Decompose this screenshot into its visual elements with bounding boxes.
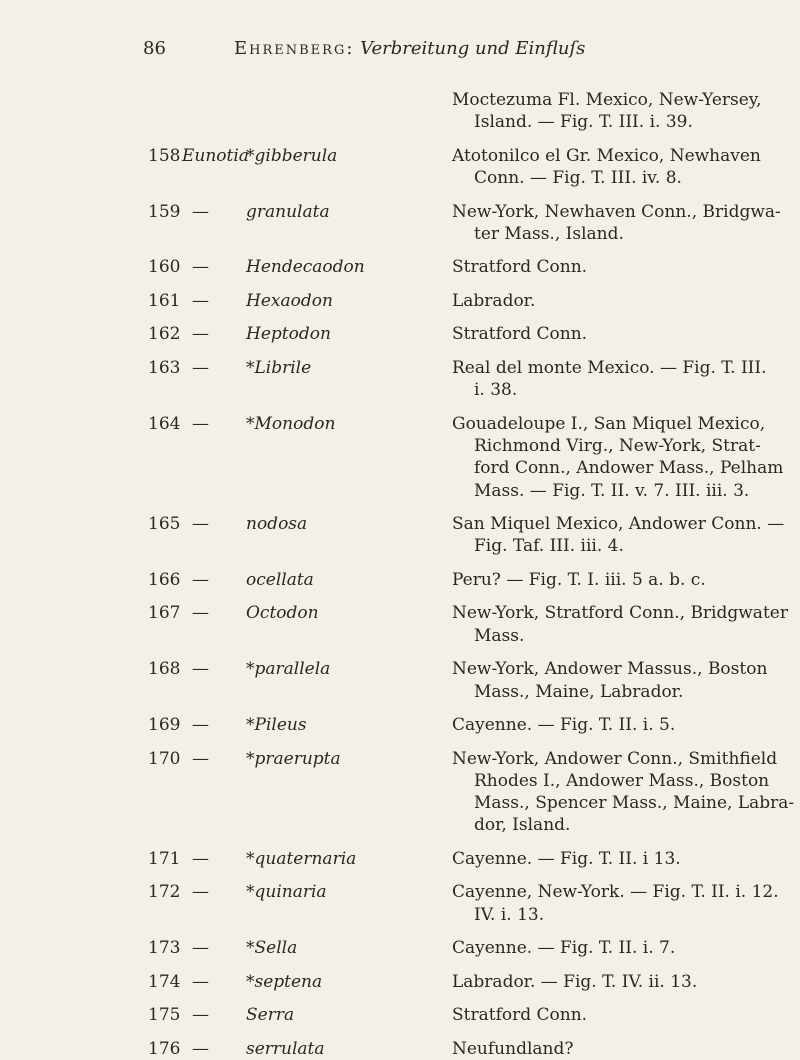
locality-line: Cayenne. — Fig. T. II. i. 5. [452,715,676,735]
species-name: *praerupta [246,748,341,769]
entry-number: 175 [148,1005,181,1026]
entry-number: 166 [148,569,181,590]
entry-number: 171 [148,848,181,869]
running-title [234,38,585,59]
locality-line: Fig. Taf. III. iii. 4. [474,536,624,557]
entry-number: 165 [148,514,181,535]
ditto-dash: — [192,569,209,590]
ditto-dash: — [192,290,209,311]
locality-line: Stratford Conn. [452,1005,588,1026]
ditto-dash: — [192,514,209,535]
entry-number: 172 [148,882,181,903]
ditto-dash: — [192,1005,209,1026]
locality-line: Mass., Spencer Mass., Maine, Labra- [474,793,795,814]
ditto-dash: — [192,413,209,434]
entry-number: 164 [148,413,181,434]
ditto-dash: — [192,882,209,903]
species-name: granulata [246,201,330,222]
species-name: *gibberula [246,145,338,166]
species-name: *Monodon [246,413,336,434]
entry-number: 176 [148,1038,181,1059]
locality-line: Labrador. [452,290,536,311]
locality-line: Cayenne, New-York. — Fig. T. II. i. 12. [452,882,779,903]
ditto-dash: — [192,938,209,959]
locality-line: Stratford Conn. [452,324,588,345]
locality-line: Conn. — Fig. T. III. iv. 8. [474,168,682,189]
species-name: serrulata [246,1038,325,1059]
locality-line: Labrador. — Fig. T. IV. ii. 13. [452,971,698,992]
locality-line: IV. i. 13. [474,904,545,925]
entry-number: 170 [148,748,181,769]
locality-line: i. 38. [474,380,518,401]
entry-number: 174 [148,971,181,992]
locality-line: Cayenne. — Fig. T. II. i. 7. [452,938,676,959]
entry-number: 159 [148,201,181,222]
locality-line: Stratford Conn. [452,257,588,278]
work-title: Verbreitung und Einfluſs [360,38,586,59]
locality-line: dor, Island. [474,815,571,836]
locality-line: Atotonilco el Gr. Mexico, Newhaven [452,145,761,166]
ditto-dash: — [192,848,209,869]
species-name: *septena [246,971,323,992]
locality-line: New-York, Newhaven Conn., Bridgwa- [452,201,781,222]
locality-line: New-York, Stratford Conn., Bridgwater [452,603,788,624]
ditto-dash: — [192,357,209,378]
entry-number: 169 [148,715,181,735]
locality-line: Richmond Virg., New-York, Strat- [474,436,761,456]
locality-line: New-York, Andower Conn., Smithfield [452,748,778,769]
entry-number: 173 [148,938,181,959]
ditto-dash: — [192,659,209,680]
species-name: ocellata [246,569,314,590]
ditto-dash: — [192,257,209,278]
ditto-dash: — [192,603,209,624]
entry-number: 160 [148,257,181,278]
running-header [0,38,800,68]
species-name: *quaternaria [246,848,357,869]
ditto-dash: — [192,1038,209,1059]
species-name: *quinaria [246,882,327,903]
locality-line: Mass. [474,625,525,646]
locality-line: ford Conn., Andower Mass., Pelham [474,458,784,479]
ditto-dash: — [192,715,209,735]
species-name: *Pileus [246,715,307,735]
species-name: *Librile [246,357,312,378]
genus-name: Eunotia [182,145,249,166]
species-name: Hendecaodon [246,257,365,278]
entry-number: 168 [148,659,181,680]
locality-line: Mass. — Fig. T. II. v. 7. III. iii. 3. [474,480,750,501]
entry-number: 158 [148,145,181,166]
locality-line: ter Mass., Island. [474,223,624,244]
locality-line: New-York, Andower Massus., Boston [452,659,768,680]
locality-line: Peru? — Fig. T. I. iii. 5 a. b. c. [452,569,706,590]
ditto-dash: — [192,201,209,222]
entry-number: 161 [148,290,181,311]
entry-number: 167 [148,603,181,624]
species-name: Hexaodon [246,290,333,311]
author-name: Ehrenberg: [234,38,355,59]
locality-line: Neufundland? [452,1038,574,1059]
locality-line: Moctezuma Fl. Mexico, New-Yersey, [452,90,762,110]
species-name: *parallela [246,659,331,680]
ditto-dash: — [192,748,209,769]
locality-line: Real del monte Mexico. — Fig. T. III. [452,357,767,378]
ditto-dash: — [192,971,209,992]
locality-line: Island. — Fig. T. III. i. 39. [474,112,693,133]
species-name: Serra [246,1005,295,1026]
entry-number: 163 [148,357,181,378]
species-name: Octodon [246,603,319,624]
locality-line: Cayenne. — Fig. T. II. i 13. [452,848,681,869]
locality-line: San Miquel Mexico, Andower Conn. — [452,514,785,535]
species-name: nodosa [246,514,308,535]
species-name: Heptodon [246,324,331,345]
page-number: 86 [143,38,166,59]
locality-line: Rhodes I., Andower Mass., Boston [474,770,770,791]
locality-line: Gouadeloupe I., San Miquel Mexico, [452,413,766,434]
entry-number: 162 [148,324,181,345]
ditto-dash: — [192,324,209,345]
species-name: *Sella [246,938,298,959]
locality-line: Mass., Maine, Labrador. [474,681,684,702]
